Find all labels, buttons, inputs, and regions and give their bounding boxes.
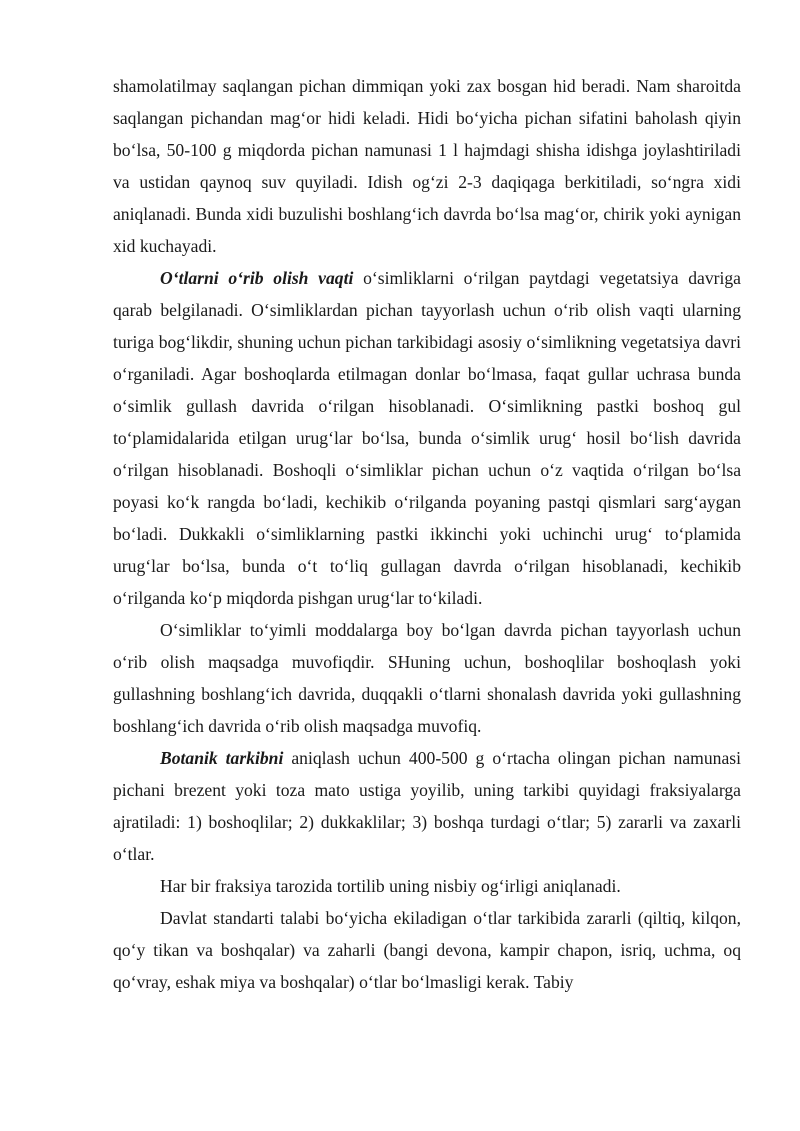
paragraph-6 — [113, 902, 741, 998]
paragraph-3 — [113, 614, 741, 742]
paragraph-5-text: Har bir fraksiya tarozida tortilib uning nisbiy og‘irligi aniqlanadi. — [160, 876, 621, 896]
document-page — [113, 70, 741, 998]
paragraph-2-text: o‘simliklarni o‘rilgan paytdagi vegetatsiya davriga qarab belgilanadi. O‘simliklardan pichan tayyorlash uchun o‘rib olish vaqti ularning turiga bog‘likdir, shuning uchun pichan tarkibidagi asosiy o‘simlikning vegetatsiya davri o‘rganiladi. Agar boshoqlarda etilmagan donlar bo‘lmasa, faqat gullar uchrasa bunda o‘simlik gullash davrida o‘rilgan hisoblanadi. O‘simlikning pastki boshoq gul to‘plamidalarida etilgan urug‘lar bo‘lsa, bunda o‘simlik urug‘ hosil bo‘lish davrida o‘rilgan hisoblanadi. Boshoqli o‘simliklar pichan uchun o‘z vaqtida o‘rilgan bo‘lsa poyasi ko‘k rangda bo‘ladi, kechikib o‘rilganda poyaning pastqi qismlari sarg‘aygan bo‘ladi. Dukkakli o‘simliklarning pastki ikkinchi yoki uchinchi urug‘ to‘plamida urug‘lar bo‘lsa, bunda o‘t to‘liq gullagan davrda o‘rilgan hisoblanadi, kechikib o‘rilganda ko‘p miqdorda pishgan urug‘lar to‘kiladi. — [113, 268, 741, 608]
paragraph-3-text: O‘simliklar to‘yimli moddalarga boy bo‘lgan davrda pichan tayyorlash uchun o‘rib olish maqsadga muvofiqdir. SHuning uchun, boshoqlilar boshoqlash yoki gullashning boshlang‘ich davrida, duqqakli o‘tlarni shonalash davrida yoki gullashning boshlang‘ich davrida o‘rib olish maqsadga muvofiq. — [113, 620, 741, 736]
paragraph-2 — [113, 262, 741, 614]
paragraph-2-term: O‘tlarni o‘rib olish vaqti — [160, 268, 354, 288]
paragraph-4-text: aniqlash uchun 400-500 g o‘rtacha olingan pichan namunasi pichani brezent yoki toza mato ustiga yoyilib, uning tarkibi quyidagi fraksiyalarga ajratiladi: 1) boshoqlilar; 2) dukkaklilar; 3) boshqa turdagi o‘tlar; 5) zararli va zaxarli o‘tlar. — [113, 748, 741, 864]
paragraph-1-text: shamolatilmay saqlangan pichan dimmiqan yoki zax bosgan hid beradi. Nam sharoitda saqlangan pichandan mag‘or hidi keladi. Hidi bo‘yicha pichan sifatini baholash qiyin bo‘lsa, 50-100 g miqdorda pichan namunasi 1 l hajmdagi shisha idishga joylashtiriladi va ustidan qaynoq suv quyiladi. Idish og‘zi 2-3 daqiqaga berkitiladi, so‘ngra xidi aniqlanadi. Bunda xidi buzulishi boshlang‘ich davrda bo‘lsa mag‘or, chirik yoki aynigan xid kuchayadi. — [113, 76, 741, 256]
paragraph-5 — [113, 870, 741, 902]
paragraph-1 — [113, 70, 741, 262]
paragraph-6-text: Davlat standarti talabi bo‘yicha ekiladigan o‘tlar tarkibida zararli (qiltiq, kilqon, qo‘y tikan va boshqalar) va zaharli (bangi devona, kampir chapon, isriq, uchma, oq qo‘vray, eshak miya va boshqalar) o‘tlar bo‘lmasligi kerak. Tabiy — [113, 908, 741, 992]
paragraph-4 — [113, 742, 741, 870]
paragraph-4-term: Botanik tarkibni — [160, 748, 284, 768]
